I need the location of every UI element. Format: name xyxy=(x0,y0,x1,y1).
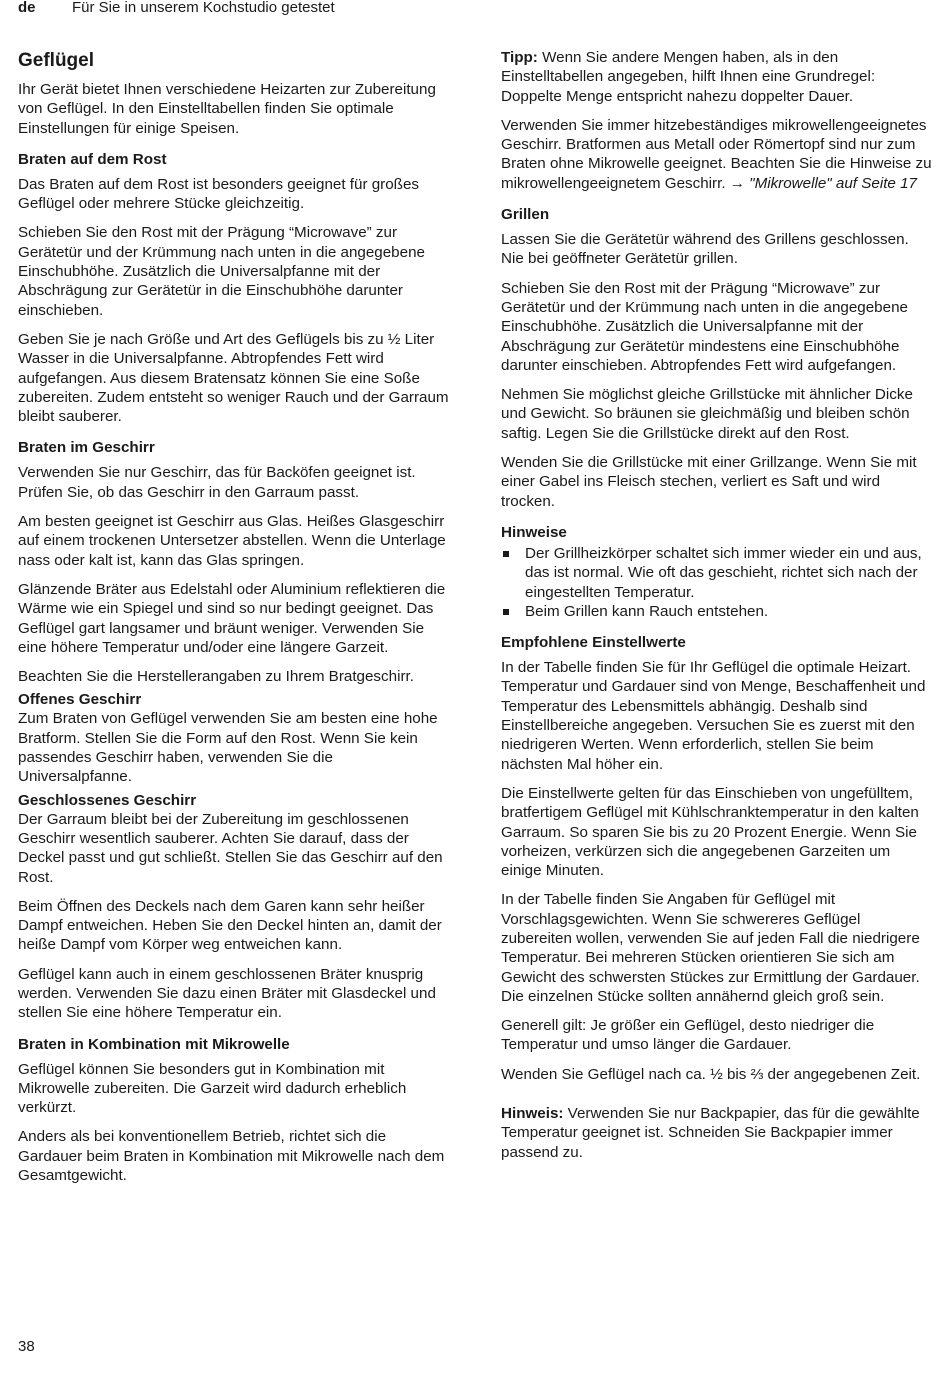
note-label: Hinweis: xyxy=(501,1105,564,1123)
paragraph: Anders als bei konventionellem Betrieb, richtet sich die Gardauer beim Braten in Kombination mit Mikrowelle nach dem Gesamtgewicht. xyxy=(18,1128,445,1185)
paragraph: Beachten Sie die Herstellerangaben zu Ihrem Bratgeschirr. xyxy=(18,668,414,686)
paragraph: Das Braten auf dem Rost ist besonders geeignet für großes Geflügel oder mehrere Stücke gleichzeitig. xyxy=(18,175,419,213)
paragraph: Schieben Sie den Rost mit der Prägung “Microwave” zur Gerätetür und der Krümmung nach unten in die angegebene Einschubhöhe. Zusätzlich die Universalpfanne mit der Abschrägung zur Gerätetür mindestens eine Einschubhöhe darunter einschieben. Abtropfendes Fett wird aufgefangen. xyxy=(501,279,908,374)
list-item-text: Beim Grillen kann Rauch entstehen. xyxy=(525,602,769,620)
bullet-icon xyxy=(503,551,509,557)
paragraph: Lassen Sie die Gerätetür während des Grillens geschlossen. Nie bei geöffneter Gerätetür grillen. xyxy=(501,231,909,268)
heading-hinweise: Hinweise xyxy=(501,523,567,541)
paragraph: Wenden Sie die Grillstücke mit einer Grillzange. Wenn Sie mit einer Gabel ins Fleisch stechen, verliert es Saft und wird trocken. xyxy=(501,454,917,510)
paragraph: Am besten geeignet ist Geschirr aus Glas. Heißes Glasgeschirr auf einem trockenen Untersetzer abstellen. Wenn die Unterlage nass oder kalt ist, kann das Glas springen. xyxy=(18,513,446,569)
running-title: Für Sie in unserem Kochstudio getestet xyxy=(72,0,335,16)
heading-braten-rost: Braten auf dem Rost xyxy=(18,150,167,168)
paragraph: Der Garraum bleibt bei der Zubereitung im geschlossenen Geschirr wesentlich sauberer. Achten Sie darauf, dass der Deckel passt und gut schließt. Stellen Sie das Geschirr auf den Rost. xyxy=(18,810,443,886)
paragraph: In der Tabelle finden Sie Angaben für Geflügel mit Vorschlagsgewichten. Wenn Sie schwereres Geflügel zubereiten wollen, verwenden Sie auf jeden Fall die niedrigere Temperatur. Bei mehreren Stücken orientieren Sie sich am Gewicht des schwersten Stückes zur Ermittlung der Gardauer. Die einzelnen Stücke sollten annähernd gleich groß sein. xyxy=(501,891,920,1005)
page-number: 38 xyxy=(18,1338,35,1355)
paragraph: Nehmen Sie möglichst gleiche Grillstücke mit ähnlicher Dicke und Gewicht. So bräunen sie gleichmäßig und bleiben schön saftig. Legen Sie die Grillstücke direkt auf den Rost. xyxy=(501,386,913,442)
tip-label: Tipp: xyxy=(501,49,538,66)
page-title: Geflügel xyxy=(18,50,95,71)
note-paragraph xyxy=(501,1104,933,1162)
cross-reference-link[interactable]: → "Mikrowelle" auf Seite 17 xyxy=(729,174,917,192)
list-item xyxy=(501,544,933,602)
microwave-text: Verwenden Sie immer hitzebeständiges mikrowellengeeignetes Geschirr. Bratformen aus Metall oder Römertopf sind nur zum Braten ohne Mikrowelle geeignet. Beachten Sie die Hinweise zu mikrowellengeeignetem Geschirr. xyxy=(501,116,932,192)
tip-text: Wenn Sie andere Mengen haben, als in den Einstelltabellen angegeben, hilft Ihnen eine Grundregel: Doppelte Menge entspricht nahezu doppelter Dauer. xyxy=(501,49,876,105)
paragraph: Geflügel können Sie besonders gut in Kombination mit Mikrowelle zubereiten. Die Garzeit wird dadurch erheblich verkürzt. xyxy=(18,1060,407,1117)
paragraph: Schieben Sie den Rost mit der Prägung “Microwave” zur Gerätetür und der Krümmung nach unten in die angegebene Einschubhöhe. Zusätzlich die Universalpfanne mit der Abschrägung zur Gerätetür in die Einschubhöhe darunter einschieben. xyxy=(18,224,425,319)
notes-list xyxy=(501,544,933,621)
heading-grillen: Grillen xyxy=(501,206,550,224)
page-header xyxy=(18,0,932,22)
paragraph: Zum Braten von Geflügel verwenden Sie am besten eine hohe Bratform. Stellen Sie die Form auf den Rost. Wenn Sie kein passendes Geschirr haben, verwenden Sie die Universalpfanne. xyxy=(18,710,438,786)
right-column xyxy=(501,48,933,1172)
paragraph: Generell gilt: Je größer ein Geflügel, desto niedriger die Temperatur und umso länger die Gardauer. xyxy=(501,1017,875,1054)
paragraph: In der Tabelle finden Sie für Ihr Geflügel die optimale Heizart. Temperatur und Gardauer sind von Menge, Beschaffenheit und Temperatur des Lebensmittels abhängig. Deshalb sind Einstellbereiche angegeben. Versuchen Sie es zuerst mit den niedrigeren Werten. Wenn erforderlich, stellen Sie beim nächsten Mal höher ein. xyxy=(501,659,926,773)
subheading-geschlossenes-geschirr: Geschlossenes Geschirr xyxy=(18,791,197,809)
bullet-icon xyxy=(503,609,509,615)
list-item-text: Der Grillheizkörper schaltet sich immer wieder ein und aus, das ist normal. Wie oft das geschieht, richtet sich nach der eingestellten Temperatur. xyxy=(525,544,922,601)
paragraph: Wenden Sie Geflügel nach ca. ½ bis ⅔ der angegebenen Zeit. xyxy=(501,1065,921,1083)
paragraph: Beim Öffnen des Deckels nach dem Garen kann sehr heißer Dampf entweichen. Heben Sie den Deckel hinten an, damit der heiße Dampf vom Körper weg entweichen kann. xyxy=(18,897,442,954)
paragraph: Geben Sie je nach Größe und Art des Geflügels bis zu ½ Liter Wasser in die Universalpfanne. Abtropfendes Fett wird aufgefangen. Aus diesem Bratensatz können Sie eine Soße zubereiten. Zudem entsteht so weniger Rauch und der Garraum bleibt sauberer. xyxy=(18,330,449,426)
paragraph: Geflügel kann auch in einem geschlossenen Bräter knusprig werden. Verwenden Sie dazu einen Bräter mit Glasdeckel und stellen Sie eine höhere Temperatur ein. xyxy=(18,965,436,1022)
tip-paragraph xyxy=(501,48,933,106)
paragraph: Die Einstellwerte gelten für das Einschieben von ungefülltem, bratfertigem Geflügel mit Kühlschranktemperatur in den kalten Garraum. So sparen Sie bis zu 20 Prozent Energie. Wenn Sie vorheizen, verkürzen sich die angegebenen Garzeiten um einige Minuten. xyxy=(501,784,919,880)
intro-paragraph: Ihr Gerät bietet Ihnen verschiedene Heizarten zur Zubereitung von Geflügel. In den Einstelltabellen finden Sie optimale Einstellungen für einige Speisen. xyxy=(18,81,436,137)
subheading-offenes-geschirr: Offenes Geschirr xyxy=(18,691,142,709)
microwave-paragraph xyxy=(501,116,933,193)
left-column xyxy=(18,48,450,1195)
heading-kombination-mikrowelle: Braten in Kombination mit Mikrowelle xyxy=(18,1035,290,1053)
language-code: de xyxy=(18,0,36,16)
heading-empfohlene-einstellwerte: Empfohlene Einstellwerte xyxy=(501,634,686,652)
paragraph: Verwenden Sie nur Geschirr, das für Backöfen geeignet ist. Prüfen Sie, ob das Geschirr in den Garraum passt. xyxy=(18,464,416,501)
note-text: Verwenden Sie nur Backpapier, das für die gewählte Temperatur geeignet ist. Schneiden Sie Backpapier immer passend zu. xyxy=(501,1105,920,1161)
paragraph: Glänzende Bräter aus Edelstahl oder Aluminium reflektieren die Wärme wie ein Spiegel und sind so nur bedingt geeignet. Das Geflügel gart langsamer und bräunt weniger. Verwenden Sie eine höhere Temperatur und/oder eine längere Garzeit. xyxy=(18,580,446,656)
heading-braten-geschirr: Braten im Geschirr xyxy=(18,439,155,457)
list-item xyxy=(501,602,933,621)
